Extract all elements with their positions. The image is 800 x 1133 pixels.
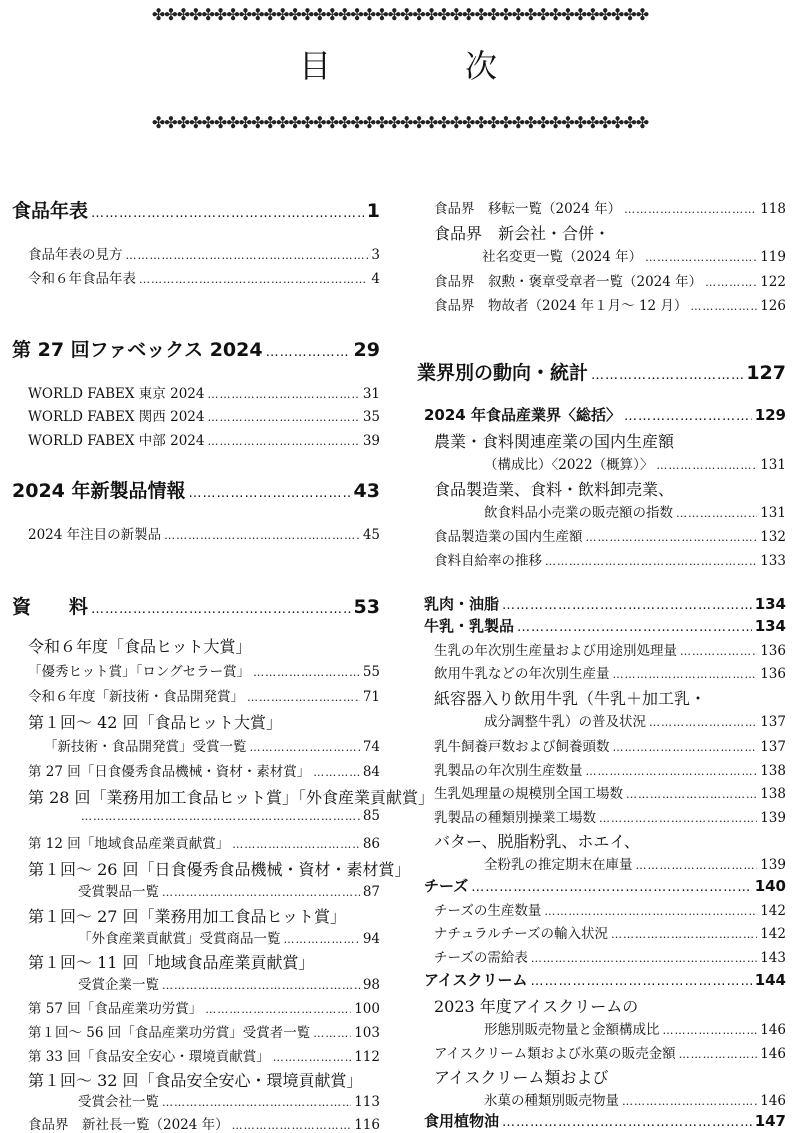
toc-entry (434, 899, 786, 919)
dot-leader (613, 741, 758, 754)
toc-page-number: 112 (354, 1049, 380, 1065)
dot-leader (313, 766, 360, 779)
toc-entry-label: 「優秀ヒット賞」「ロングセラー賞」 (28, 664, 251, 680)
toc-entry (434, 197, 786, 217)
toc-entry (28, 1068, 380, 1091)
toc-page-number: 134 (754, 617, 786, 635)
toc-page-number: 142 (760, 926, 786, 942)
toc-entry (44, 735, 380, 755)
dot-leader (649, 716, 757, 729)
dot-leader (663, 1024, 758, 1037)
toc-entry-label: 2024 年食品産業界〈総括〉 (424, 406, 621, 424)
toc-page-number: 113 (354, 1094, 380, 1110)
toc-page-number: 139 (760, 810, 786, 826)
toc-entry (434, 829, 786, 852)
dot-leader (502, 1115, 752, 1130)
dot-leader (599, 812, 757, 825)
dot-leader (81, 810, 360, 823)
toc-entry-label: WORLD FABEX 東京 2024 (28, 386, 205, 402)
toc-section-heading (424, 615, 786, 636)
toc-entry-label: 第 33 回「食品安全安心・環境貢献賞」 (28, 1049, 270, 1065)
dot-leader (189, 486, 351, 501)
toc-page-number: 1 (366, 200, 380, 222)
toc-page-number: 133 (760, 553, 786, 569)
toc-entry (28, 1113, 380, 1133)
toc-page-number: 131 (760, 505, 786, 521)
dot-leader (531, 952, 757, 965)
dot-leader (247, 691, 360, 704)
dot-leader (502, 598, 752, 613)
toc-page-number: 87 (362, 884, 380, 900)
dot-leader (690, 300, 757, 313)
toc-entry-label: 食品界 物故者（2024 年１月～ 12 月） (434, 298, 688, 314)
toc-entry-label: 第 28 回「業務用加工食品ヒット賞」「外食産業貢献賞」 (28, 788, 435, 807)
dot-leader (162, 979, 360, 992)
bottom-ornament-border: ✤✤✤✤✤✤✤✤✤✤✤✤✤✤✤✤✤✤✤✤✤✤✤✤✤✤✤✤✤✤✤✤✤✤✤✤✤✤✤✤ (151, 113, 649, 132)
toc-page-number: 127 (746, 362, 786, 384)
toc-entry-label: WORLD FABEX 関西 2024 (28, 409, 205, 425)
toc-entry (434, 429, 786, 452)
toc-entry-label: 第１回～ 56 回「食品産業功労賞」受賞者一覧 (28, 1025, 311, 1041)
toc-section-heading (424, 404, 786, 425)
dot-leader (250, 741, 360, 754)
toc-entry (28, 904, 380, 927)
toc-entry-label: 第 27 回ファベックス 2024 (12, 339, 263, 361)
dot-leader (232, 1119, 352, 1132)
toc-page-number: 118 (760, 201, 786, 217)
toc-entry-label: 社名変更一覧（2024 年） (482, 249, 643, 265)
toc-page-number: 139 (760, 857, 786, 873)
toc-page-number: 103 (354, 1025, 380, 1041)
toc-entry-label: 食品界 新社長一覧（2024 年） (28, 1117, 229, 1133)
dot-leader (207, 388, 359, 401)
dot-leader (586, 531, 758, 544)
toc-entry (78, 880, 380, 900)
toc-entry (28, 997, 380, 1017)
toc-entry (434, 782, 786, 802)
page-title-char-1: 目 (298, 47, 335, 85)
toc-entry (28, 382, 380, 402)
toc-entry-label: 第 57 回「食品産業功労賞」 (28, 1001, 203, 1017)
toc-page-number: 85 (362, 808, 380, 824)
toc-entry (434, 662, 786, 682)
toc-page-number: 45 (362, 527, 380, 543)
dot-leader (126, 249, 369, 262)
toc-page-number: 131 (760, 457, 786, 473)
dot-leader (139, 273, 368, 286)
dot-leader (232, 838, 360, 851)
dot-leader (613, 668, 758, 681)
toc-entry (28, 523, 380, 543)
toc-page-number: 129 (754, 406, 786, 424)
toc-entry-label: 食品年表 (12, 200, 89, 222)
toc-entry (484, 853, 786, 873)
dot-leader (626, 788, 757, 801)
toc-entry-label: 「外食産業貢献賞」受賞商品一覧 (78, 931, 281, 947)
dot-leader (162, 886, 360, 899)
toc-page-number: 94 (362, 931, 380, 947)
toc-entry-label: 資 料 (12, 596, 89, 618)
toc-page-number: 74 (362, 739, 380, 755)
page-title (0, 44, 800, 88)
toc-entry (482, 245, 786, 265)
toc-entry-label: 令和６年度「食品ヒット大賞」 (28, 637, 252, 656)
toc-entry-label: 乳肉・油脂 (424, 595, 500, 613)
page-title-char-2: 次 (465, 47, 502, 85)
toc-section-heading (12, 592, 380, 619)
toc-entry (28, 785, 435, 808)
dot-leader (266, 345, 351, 360)
toc-entry (434, 221, 786, 244)
toc-entry (78, 973, 380, 993)
toc-entry-label: 第１回～ 11 回「地域食品産業貢献賞」 (28, 953, 315, 972)
toc-entry-label: 令和６年食品年表 (28, 271, 136, 287)
toc-page-number: 98 (362, 977, 380, 993)
toc-entry (434, 1042, 786, 1062)
toc-entry (484, 453, 786, 473)
toc-entry (28, 832, 380, 852)
toc-section-heading (424, 969, 786, 990)
toc-page-number: 146 (760, 1046, 786, 1062)
toc-entry (78, 1090, 380, 1110)
toc-entry-label: 紙容器入り飲用牛乳（牛乳＋加工乳・ (434, 689, 707, 708)
toc-page-number: 31 (362, 386, 380, 402)
toc-page-number: 136 (760, 666, 786, 682)
toc-entry-label: アイスクリーム類および (434, 1068, 609, 1087)
toc-entry-label: 形態別販売物量と金額構成比 (484, 1022, 660, 1038)
dot-leader (253, 666, 360, 679)
toc-entry (78, 927, 380, 947)
toc-entry-label: 「新技術・食品開発賞」受賞一覧 (44, 739, 247, 755)
toc-entry (434, 922, 786, 942)
toc-entry-label: 乳牛飼養戸数および飼養頭数 (434, 739, 610, 755)
toc-entry (28, 857, 411, 880)
dot-leader (531, 974, 752, 989)
toc-entry-label: 業界別の動向・統計 (417, 362, 589, 384)
toc-entry (28, 710, 380, 733)
dot-leader (624, 203, 757, 216)
toc-entry (434, 946, 786, 966)
toc-entry (434, 270, 786, 290)
toc-page-number: 86 (362, 836, 380, 852)
toc-section-heading (424, 1110, 786, 1131)
dot-leader (705, 276, 757, 289)
toc-page-number: 132 (760, 529, 786, 545)
dot-leader (313, 1027, 351, 1040)
toc-entry-label: 第１回～ 42 回「食品ヒット大賞」 (28, 713, 283, 732)
toc-entry (434, 759, 786, 779)
toc-entry (28, 660, 380, 680)
toc-page-number: 140 (754, 877, 786, 895)
dot-leader (284, 933, 360, 946)
toc-entry-label: 2024 年新製品情報 (12, 480, 186, 502)
toc-section-heading (417, 358, 786, 385)
toc-entry (28, 405, 380, 425)
toc-entry-label: 乳製品の種類別操業工場数 (434, 810, 596, 826)
dot-leader (207, 411, 359, 424)
toc-entry-label: 飲用牛乳などの年次別生産量 (434, 666, 610, 682)
dot-leader (622, 1095, 757, 1108)
toc-page-number: 142 (760, 903, 786, 919)
toc-entry-label: 令和６年度「新技術・食品開発賞」 (28, 689, 244, 705)
toc-entry-label: 氷菓の種類別販売物量 (484, 1093, 619, 1109)
toc-page-number: 146 (760, 1022, 786, 1038)
toc-page-number: 144 (754, 971, 786, 989)
toc-entry (28, 429, 380, 449)
toc-entry-label: 第 12 回「地域食品産業貢献賞」 (28, 836, 230, 852)
toc-page-number: 43 (353, 480, 380, 502)
dot-leader (676, 507, 757, 520)
toc-entry (434, 735, 786, 755)
toc-entry-label: 牛乳・乳製品 (424, 617, 515, 635)
toc-entry-label: チーズ (424, 877, 469, 895)
toc-entry (28, 950, 380, 973)
toc-entry-label: 全粉乳の推定期末在庫量 (484, 857, 633, 873)
toc-page-number: 29 (353, 339, 380, 361)
toc-entry-label: 食品界 新会社・合併・ (434, 224, 611, 243)
toc-entry-label: 受賞製品一覧 (78, 884, 159, 900)
toc-entry (434, 477, 786, 500)
toc-entry (28, 1021, 380, 1041)
dot-leader (91, 206, 364, 221)
toc-section-heading (12, 196, 380, 223)
toc-page-number: 100 (354, 1001, 380, 1017)
dot-leader (273, 1051, 351, 1064)
toc-entry (434, 525, 786, 545)
dot-leader (645, 251, 757, 264)
toc-entry (28, 1045, 380, 1065)
toc-entry-label: 食品年表の見方 (28, 247, 123, 263)
dot-leader (591, 368, 743, 383)
toc-page-number: 84 (362, 764, 380, 780)
toc-entry-label: 食品製造業、食料・飲料卸売業、 (434, 480, 675, 499)
dot-leader (679, 1048, 758, 1061)
toc-page-number: 126 (760, 298, 786, 314)
toc-entry-label: （構成比）〈2022（概算）〉 (484, 457, 654, 473)
toc-entry (28, 243, 380, 263)
toc-page-number: 4 (371, 271, 380, 287)
toc-entry (484, 501, 786, 521)
toc-entry-label: 受賞会社一覧 (78, 1094, 159, 1110)
toc-page-number: 35 (362, 409, 380, 425)
toc-section-heading (12, 476, 380, 503)
toc-entry (434, 994, 786, 1017)
toc-entry (28, 267, 380, 287)
toc-entry-label: 乳製品の年次別生産数量 (434, 763, 583, 779)
toc-entry (434, 549, 786, 569)
toc-page-number: 39 (362, 433, 380, 449)
toc-entry-label: 生乳処理量の規模別全国工場数 (434, 786, 623, 802)
toc-entry-label: バター、脱脂粉乳、ホエイ、 (434, 832, 640, 851)
dot-leader (164, 529, 360, 542)
toc-section-heading (12, 335, 380, 362)
toc-page-number: 143 (760, 950, 786, 966)
toc-entry (78, 808, 380, 824)
toc-page-number: 147 (754, 1112, 786, 1130)
toc-page-number: 71 (362, 689, 380, 705)
toc-page-number: 137 (760, 714, 786, 730)
toc-entry-label: アイスクリーム (424, 971, 528, 989)
toc-entry (28, 685, 380, 705)
toc-entry-label: 第１回～ 32 回「食品安全安心・環境貢献賞」 (28, 1071, 363, 1090)
toc-entry-label: ナチュラルチーズの輸入状況 (434, 926, 609, 942)
dot-leader (656, 459, 757, 472)
toc-page-number: 136 (760, 643, 786, 659)
toc-entry-label: 成分調整牛乳）の普及状況 (484, 714, 646, 730)
dot-leader (207, 435, 359, 448)
toc-page-number: 138 (760, 763, 786, 779)
toc-entry-label: チーズの需給表 (434, 950, 528, 966)
toc-section-heading (424, 875, 786, 896)
toc-entry-label: 食品界 叙勲・褒章受章者一覧（2024 年） (434, 274, 703, 290)
toc-entry-label: 第１回～ 27 回「業務用加工食品ヒット賞」 (28, 907, 347, 926)
toc-entry-label: 食用植物油 (424, 1112, 500, 1130)
toc-page-number: 116 (354, 1117, 380, 1133)
toc-page-number: 53 (353, 596, 380, 618)
toc-entry-label: チーズの生産数量 (434, 903, 542, 919)
dot-leader (471, 880, 751, 895)
dot-leader (680, 645, 757, 658)
toc-entry-label: 2024 年注目の新製品 (28, 527, 162, 543)
toc-page-number: 134 (754, 595, 786, 613)
toc-entry (28, 634, 380, 657)
dot-leader (517, 620, 752, 635)
toc-page-number: 3 (371, 247, 380, 263)
toc-page-number: 146 (760, 1093, 786, 1109)
toc-entry (434, 806, 786, 826)
toc-page-number: 55 (362, 664, 380, 680)
dot-leader (205, 1003, 351, 1016)
toc-entry-label: 農業・食料関連産業の国内生産額 (434, 432, 675, 451)
dot-leader (586, 765, 758, 778)
toc-entry-label: アイスクリーム類および氷菓の販売金額 (434, 1046, 676, 1062)
toc-page-number: 119 (760, 249, 786, 265)
top-ornament-border: ✤✤✤✤✤✤✤✤✤✤✤✤✤✤✤✤✤✤✤✤✤✤✤✤✤✤✤✤✤✤✤✤✤✤✤✤✤✤✤✤ (151, 5, 649, 24)
toc-entry (484, 710, 786, 730)
toc-entry (434, 294, 786, 314)
toc-entry-label: 飲食料品小売業の販売額の指数 (484, 505, 673, 521)
toc-entry-label: 食料自給率の推移 (434, 553, 542, 569)
dot-leader (162, 1096, 351, 1109)
dot-leader (636, 859, 758, 872)
toc-entry-label: 第１回～ 26 回「日食優秀食品機械・資材・素材賞」 (28, 860, 411, 879)
toc-entry (434, 1065, 786, 1088)
toc-entry-label: 食品製造業の国内生産額 (434, 529, 583, 545)
toc-entry-label: 2023 年度アイスクリームの (434, 997, 639, 1016)
dot-leader (624, 409, 752, 424)
toc-entry (434, 639, 786, 659)
toc-entry (434, 686, 786, 709)
toc-entry-label: 生乳の年次別生産量および用途別処理量 (434, 643, 677, 659)
toc-entry-label: WORLD FABEX 中部 2024 (28, 433, 205, 449)
toc-page-number: 122 (760, 274, 786, 290)
toc-entry-label: 食品界 移転一覧（2024 年） (434, 201, 622, 217)
toc-entry (28, 760, 380, 780)
toc-entry-label: 受賞企業一覧 (78, 977, 159, 993)
toc-entry (484, 1089, 786, 1109)
toc-section-heading (424, 593, 786, 614)
toc-page-number: 138 (760, 786, 786, 802)
dot-leader (545, 555, 757, 568)
toc-entry (484, 1018, 786, 1038)
toc-entry-label: 第 27 回「日食優秀食品機械・資材・素材賞」 (28, 764, 311, 780)
dot-leader (91, 602, 351, 617)
dot-leader (544, 905, 757, 918)
toc-page-number: 137 (760, 739, 786, 755)
dot-leader (611, 928, 757, 941)
